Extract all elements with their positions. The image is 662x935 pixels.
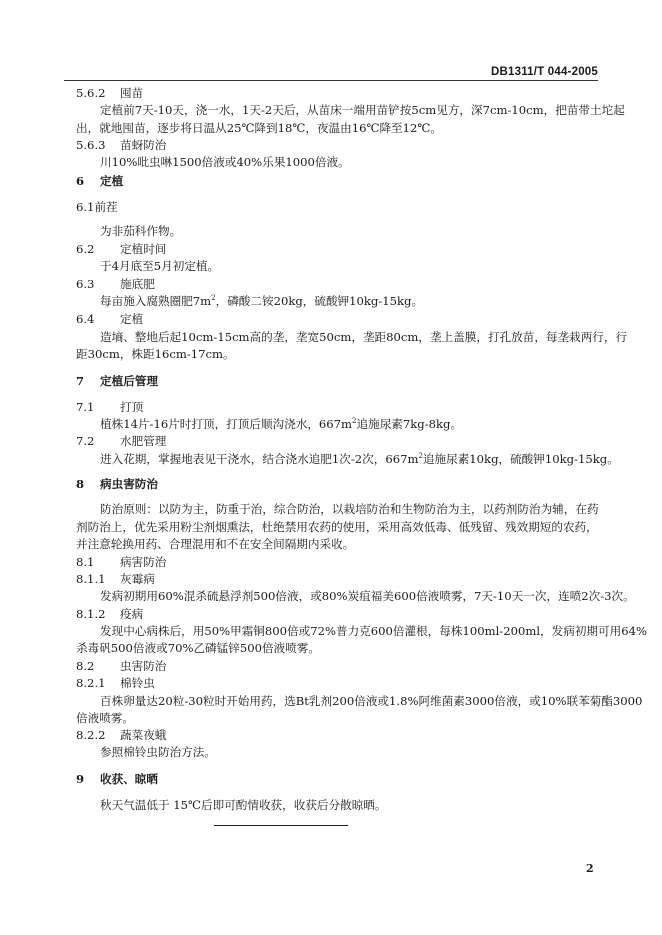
header-rule	[64, 80, 598, 81]
paragraph: 防治原则：以防为主，防重于治，综合防治，以栽培防治和生物防治为主，以药剂防治为辅，在药	[100, 502, 599, 516]
heading-7-2: 7.2 水肥管理	[76, 434, 167, 448]
end-rule	[214, 825, 348, 826]
heading-8-1: 8.1 病害防治	[76, 555, 167, 569]
paragraph: 参照棉铃虫防治方法。	[100, 745, 216, 759]
paragraph: 秋天气温低于 15℃后即可酌情收获，收获后分散晾晒。	[100, 798, 387, 812]
heading-8-1-1: 8.1.1 灰霉病	[76, 572, 155, 586]
paragraph: 造墒、整地后起10cm-15cm高的垄，垄宽50cm，垄距80cm，垄上盖膜，打孔放苗，每垄栽两行，行	[100, 330, 628, 344]
paragraph: 杀毒矾500倍液或70%乙磷锰锌500倍液喷雾。	[76, 641, 320, 655]
heading-8: 8 病虫害防治	[76, 477, 158, 491]
heading-6-4: 6.4 定植	[76, 312, 144, 326]
heading-6-3: 6.3 施底肥	[76, 277, 155, 291]
heading-8-2: 8.2 虫害防治	[76, 659, 167, 673]
paragraph: 定植前7天-10天，浇一水，1天-2天后，从苗床一端用苗铲按5cm见方，深7cm-10cm，把苗带土坨起	[100, 103, 625, 117]
heading-5-6-3: 5.6.3 苗蚜防治	[76, 138, 167, 152]
paragraph: 每亩施入腐熟圈肥$7m^2$，磷酸二铵20kg，硫酸钾10kg-15kg。	[100, 294, 424, 308]
heading-8-2-2: 8.2.2 蔬菜夜蛾	[76, 728, 167, 742]
heading-8-1-2: 8.1.2 疫病	[76, 607, 144, 621]
paragraph: 为非茄科作物。	[100, 224, 182, 238]
paragraph: 于4月底至5月初定植。	[100, 259, 220, 273]
paragraph: 倍液喷雾。	[76, 711, 134, 725]
paragraph: 进入花期，掌握地表见干浇水，结合浇水追肥1次-2次，$667m^2$追施尿素10kg，硫酸钾10kg-15kg。	[100, 452, 619, 466]
paragraph: 距30cm，株距16cm-17cm。	[76, 347, 235, 361]
paragraph: 发现中心病株后，用50%甲霜铜800倍或72%普力克600倍灌根，每株100ml-200ml，发病初期可用64%	[100, 624, 647, 638]
heading-7: 7 定植后管理	[76, 374, 158, 388]
heading-6: 6 定植	[76, 174, 124, 188]
paragraph: 川10%吡虫啉1500倍液或40%乐果1000倍液。	[100, 155, 350, 169]
paragraph: 出，就地囤苗，逐步将日温从25℃降到18℃，夜温由16℃降至12℃。	[76, 121, 442, 135]
paragraph: 并注意轮换用药、合理混用和不在安全间隔期内采收。	[76, 537, 355, 551]
heading-5-6-2: 5.6.2 囤苗	[76, 86, 144, 100]
heading-6-2: 6.2 定植时间	[76, 242, 167, 256]
paragraph: 发病初期用60%混杀硫悬浮剂500倍液，或80%炭疽福美600倍液喷雾，7天-10天一次，连喷2次-3次。	[100, 589, 635, 603]
standard-code: DB1311/T 044-2005	[491, 66, 598, 78]
paragraph: 植株14片-16片时打顶，打顶后顺沟浇水，$667m^2$追施尿素7kg-8kg。	[100, 417, 463, 431]
page-number: 2	[586, 862, 594, 875]
paragraph: 百株卵量达20粒-30粒时开始用药，选Bt乳剂200倍液或1.8%阿维菌素3000倍液，或10%联苯菊酯3000	[100, 694, 643, 708]
heading-8-2-1: 8.2.1 棉铃虫	[76, 676, 155, 690]
heading-9: 9 收获、晾晒	[76, 772, 158, 786]
paragraph: 剂防治上，优先采用粉尘剂烟熏法，杜绝禁用农药的使用，采用高效低毒、低残留、残效期短的农药，	[76, 520, 598, 534]
heading-7-1: 7.1 打顶	[76, 400, 144, 414]
heading-6-1: 6.1前茬	[76, 200, 118, 214]
